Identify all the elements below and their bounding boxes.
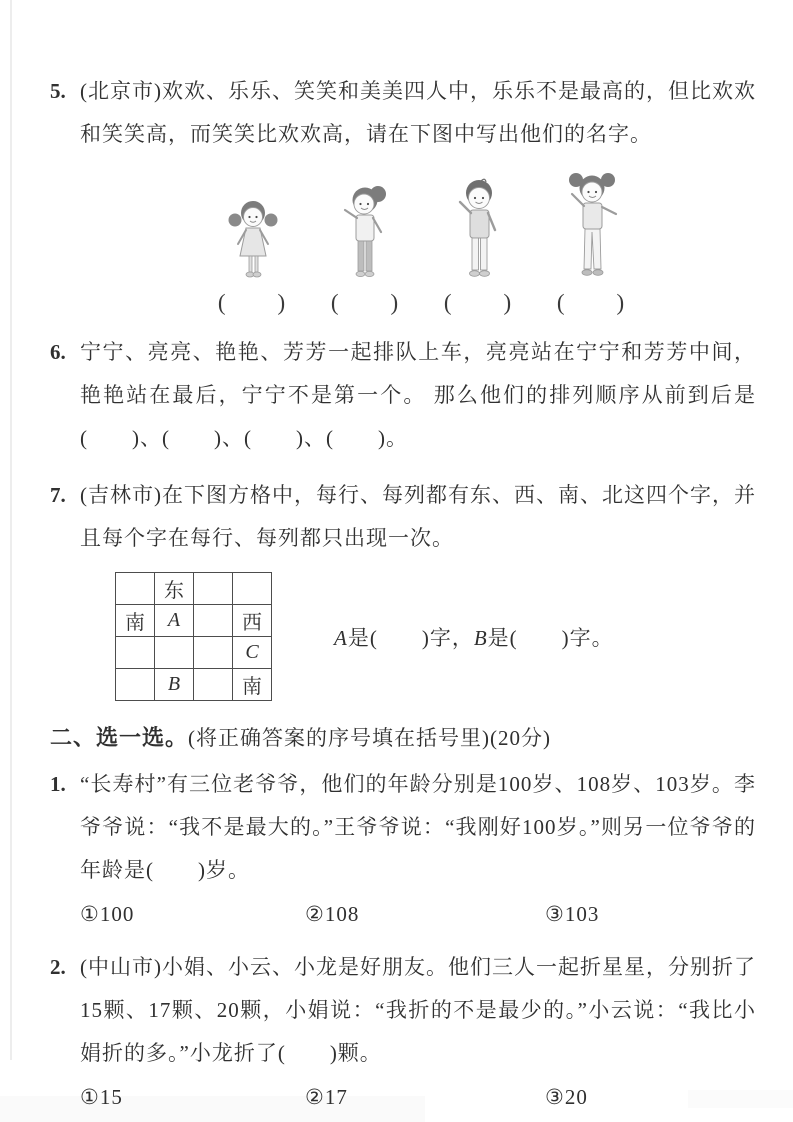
question-text: (吉林市)在下图方格中，每行、每列都有东、西、南、北这四个字，并且每个字在每行、每列都只出现一次。 <box>80 483 756 550</box>
option-3: ③20 <box>545 1085 588 1109</box>
answer-blank: ( ) <box>330 290 401 315</box>
grid-cell <box>194 573 233 605</box>
option-row <box>80 896 756 932</box>
girl-ponytail-waving-icon <box>335 184 397 280</box>
boy-waving-icon <box>448 178 510 280</box>
grid-cell <box>155 637 194 669</box>
grid-cell <box>194 605 233 637</box>
grid-cell <box>194 637 233 669</box>
direction-word-grid <box>115 572 272 701</box>
answer-blank: ( ) <box>217 290 288 315</box>
question-number: 2. <box>50 955 66 979</box>
section-title: 二、选一选。 <box>50 725 189 750</box>
option-1: ①100 <box>80 902 135 926</box>
question-6 <box>50 331 756 460</box>
question-number: 1. <box>50 772 66 796</box>
worksheet-content <box>50 70 756 1122</box>
grid-answer-prompt <box>334 622 614 652</box>
answer-blank: ( ) <box>556 290 627 315</box>
grid-cell <box>116 573 155 605</box>
answer-blank-row <box>196 284 648 317</box>
grid-cell <box>116 637 155 669</box>
grid-cell <box>116 669 155 701</box>
small-girl-pigtails-icon <box>224 198 282 280</box>
label-B: B <box>473 625 488 650</box>
grid-cell: 西 <box>233 605 272 637</box>
prompt-a-text: 是( )字， <box>347 625 474 650</box>
question-5 <box>50 70 756 317</box>
grid-cell-A: A <box>155 605 194 637</box>
option-2: ②17 <box>305 1085 348 1109</box>
question-text: (北京市)欢欢、乐乐、笑笑和美美四人中，乐乐不是最高的，但比欢欢和笑笑高，而笑笑比欢欢高，请在下图中写出他们的名字。 <box>80 79 756 146</box>
option-2: ②108 <box>305 902 360 926</box>
grid-cell-C: C <box>233 637 272 669</box>
question-number: 7. <box>50 483 66 507</box>
grid-cell-B: B <box>155 669 194 701</box>
section-subtitle: (将正确答案的序号填在括号里)(20分) <box>188 726 551 750</box>
children-illustration-row <box>196 172 648 280</box>
tall-girl-pigtails-waving-icon <box>558 172 626 280</box>
question-text: (中山市)小娟、小云、小龙是好朋友。他们三人一起折星星，分别折了15颗、17颗、20颗，小娟说：“我折的不是最少的。”小云说：“我比小娟折的多。”小龙折了( )颗。 <box>80 955 756 1065</box>
section-2-header <box>50 723 756 753</box>
answer-blank: ( ) <box>443 290 514 315</box>
grid-cell <box>194 669 233 701</box>
option-1: ①15 <box>80 1085 123 1109</box>
scan-edge-artifact <box>10 0 12 1060</box>
question-number: 5. <box>50 79 66 103</box>
section2-question-1 <box>50 763 756 932</box>
option-row <box>80 1079 756 1115</box>
grid-cell: 南 <box>233 669 272 701</box>
section2-question-2 <box>50 946 756 1115</box>
question-text: 宁宁、亮亮、艳艳、芳芳一起排队上车，亮亮站在宁宁和芳芳中间，艳艳站在最后，宁宁不是第一个。 那么他们的排列顺序从前到后是( )、( )、( )、( )。 <box>80 340 756 450</box>
grid-cell: 东 <box>155 573 194 605</box>
grid-cell: 南 <box>116 605 155 637</box>
question-number: 6. <box>50 340 66 364</box>
question-text: “长寿村”有三位老爷爷，他们的年龄分别是100岁、108岁、103岁。李爷爷说：“我不是最大的。”王爷爷说：“我刚好100岁。”则另一位爷爷的年龄是( )岁。 <box>80 772 756 882</box>
grid-puzzle-area <box>115 572 756 701</box>
prompt-b-text: 是( )字。 <box>487 625 614 650</box>
label-A: A <box>334 625 348 650</box>
question-7 <box>50 474 756 701</box>
option-3: ③103 <box>545 902 600 926</box>
grid-cell <box>233 573 272 605</box>
